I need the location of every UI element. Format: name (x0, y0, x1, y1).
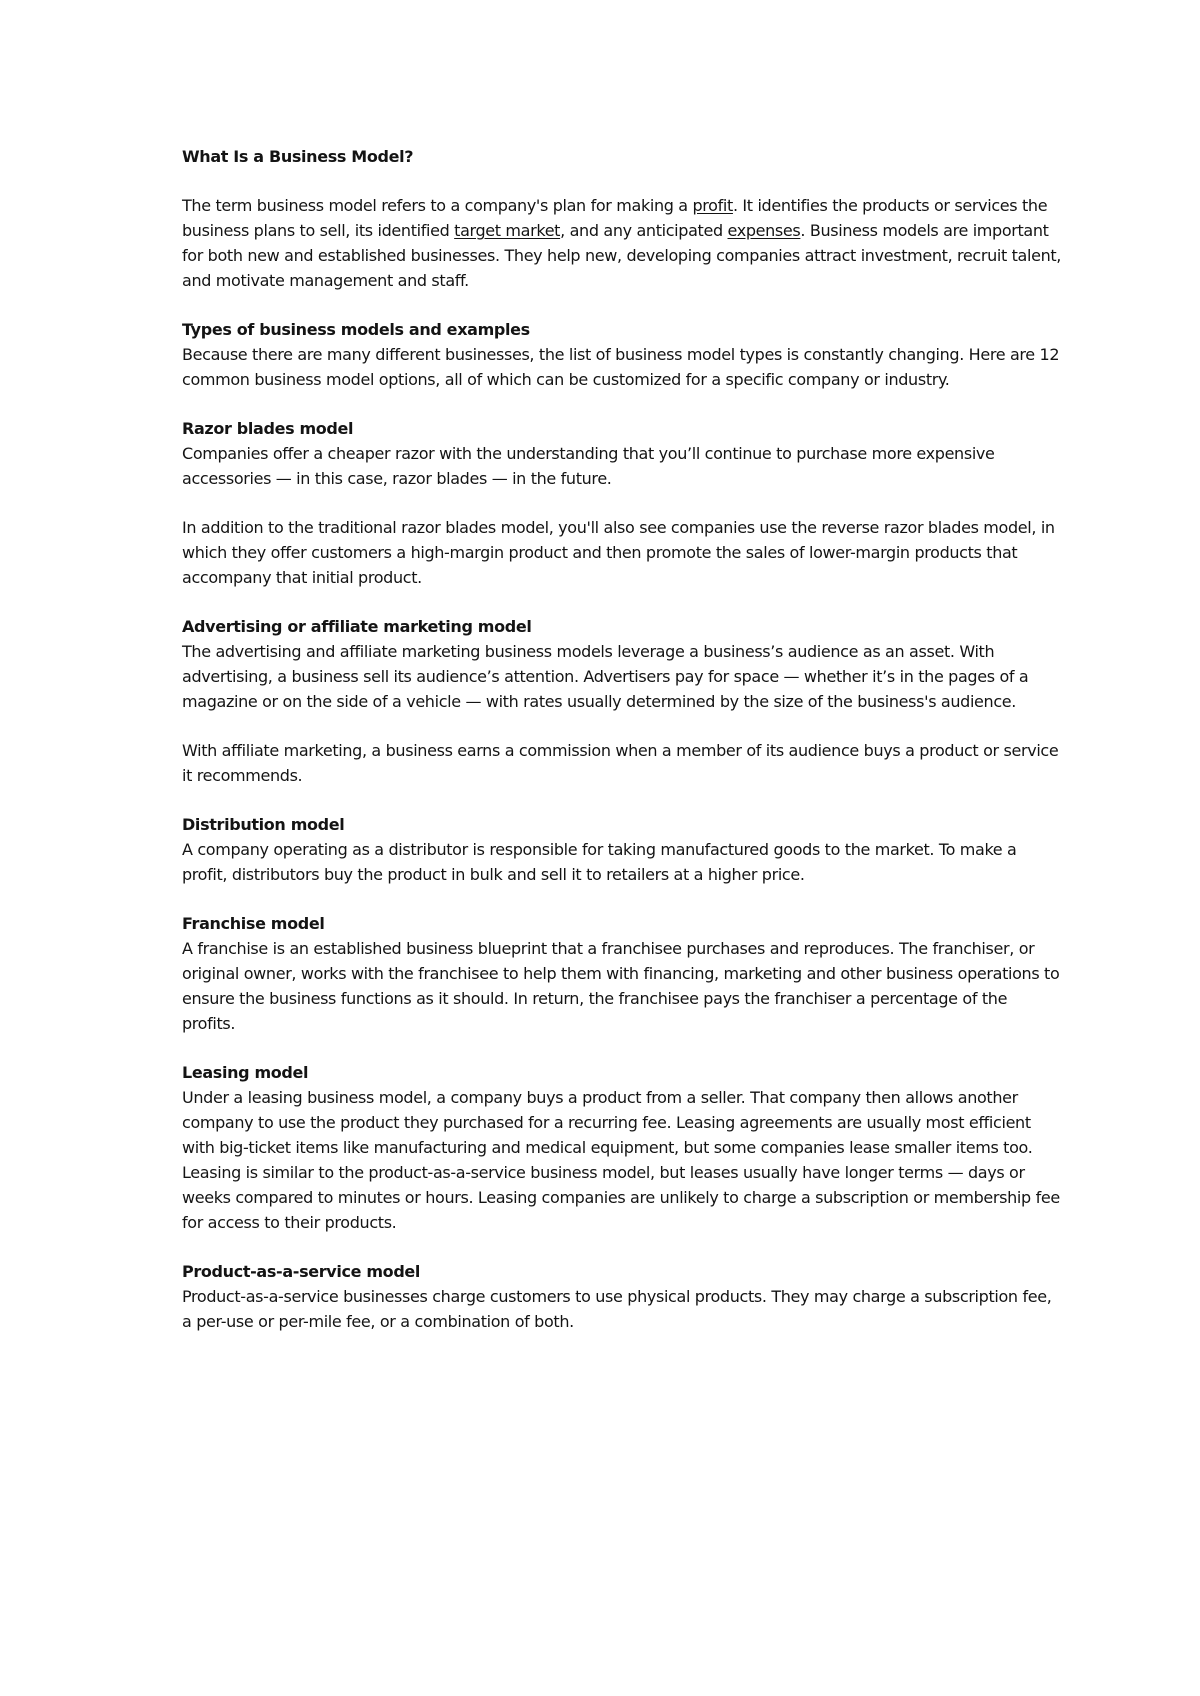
intro-text-1: The term business model refers to a company's plan for making a (182, 196, 693, 215)
product-service-heading: Product-as-a-service model (182, 1262, 421, 1281)
franchise-heading: Franchise model (182, 914, 325, 933)
razor-paragraph-1: Companies offer a cheaper razor with the understanding that you’ll continue to purchase more expensive accessories — in this case, razor blades — in the future. (182, 444, 995, 488)
intro-text-4: . Business models are important for both new and established businesses. They help new, developing companies attract investment, recruit talent, and motivate management and staff. (182, 221, 1062, 290)
distribution-paragraph: A company operating as a distributor is responsible for taking manufactured goods to the market. To make a profit, distributors buy the product in bulk and sell it to retailers at a higher price. (182, 840, 1017, 884)
document-page (182, 144, 1062, 1358)
product-service-paragraph: Product-as-a-service businesses charge customers to use physical products. They may charge a subscription fee, a per-use or per-mile fee, or a combination of both. (182, 1287, 1052, 1331)
profit-link[interactable]: profit (692, 196, 733, 215)
franchise-paragraph: A franchise is an established business blueprint that a franchisee purchases and reproduces. The franchiser, or original owner, works with the franchisee to help them with financing, marketing and other business operations to ensure the business functions as it should. In return, the franchisee pays the franchiser a percentage of the profits. (182, 939, 1060, 1033)
leasing-paragraph-1: Under a leasing business model, a company buys a product from a seller. That company then allows another company to use the product they purchased for a recurring fee. Leasing agreements are usually most efficient with big-ticket items like manufacturing and medical equipment, but some companies lease smaller items too. (182, 1088, 1033, 1157)
leasing-paragraph-2: Leasing is similar to the product-as-a-service business model, but leases usually have longer terms — days or weeks compared to minutes or hours. Leasing companies are unlikely to charge a subscription or membership fee for access to their products. (182, 1163, 1060, 1232)
distribution-heading: Distribution model (182, 815, 345, 834)
target-market-link[interactable]: target market (454, 221, 561, 240)
intro-paragraph (182, 193, 1062, 293)
razor-heading: Razor blades model (182, 419, 354, 438)
leasing-heading: Leasing model (182, 1063, 309, 1082)
advertising-paragraph-1: The advertising and affiliate marketing business models leverage a business’s audience as an asset. With advertising, a business sell its audience’s attention. Advertisers pay for space — whether it’s in the pages of a magazine or on the side of a vehicle — with rates usually determined by the size of the business's audience. (182, 642, 1029, 711)
types-heading: Types of business models and examples (182, 320, 530, 339)
expenses-link[interactable]: expenses (727, 221, 801, 240)
intro-text-3: , and any anticipated (560, 221, 728, 240)
document-title: What Is a Business Model? (182, 147, 414, 166)
advertising-heading: Advertising or affiliate marketing model (182, 617, 532, 636)
types-paragraph: Because there are many different businesses, the list of business model types is constantly changing. Here are 12 common business model options, all of which can be customized for a specific company or industry. (182, 345, 1060, 389)
intro-text-2: . It identifies the products or services the business plans to sell, its identified (182, 196, 1048, 240)
razor-paragraph-2: In addition to the traditional razor blades model, you'll also see companies use the reverse razor blades model, in which they offer customers a high-margin product and then promote the sales of lower-margin products that accompany that initial product. (182, 518, 1055, 587)
advertising-paragraph-2: With affiliate marketing, a business earns a commission when a member of its audience buys a product or service it recommends. (182, 741, 1059, 785)
